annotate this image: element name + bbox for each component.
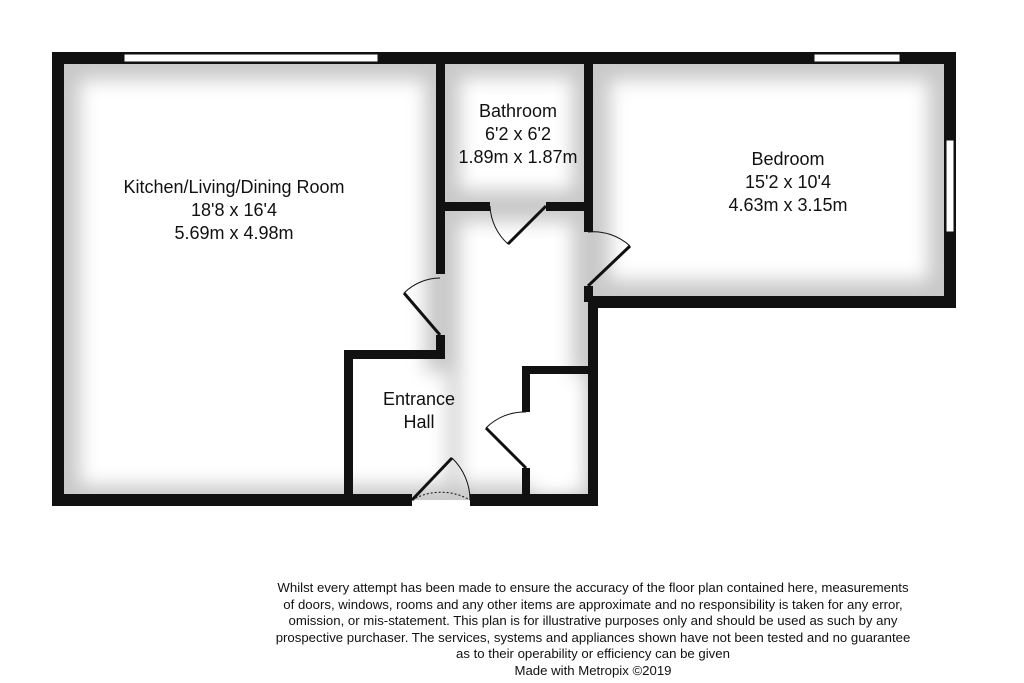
bedroom-window-side (946, 140, 954, 232)
bathroom-imperial: 6'2 x 6'2 (485, 124, 551, 144)
disclaimer-line: as to their operability or efficiency can be given (456, 646, 730, 661)
bedroom-name: Bedroom (751, 149, 825, 169)
disclaimer-line: Whilst every attempt has been made to ensure the accuracy of the floor plan contained here, measurements (277, 580, 909, 595)
disclaimer-line: prospective purchaser. The services, systems and appliances shown have not been tested and no guarantee (275, 629, 911, 645)
hall-label-line1: Entrance (382, 389, 456, 409)
disclaimer-line: of doors, windows, rooms and any other items are approximate and no responsibility is taken for any error, (283, 596, 903, 612)
kitchen-imperial: 18'8 x 16'4 (191, 200, 277, 220)
bedroom-metric: 4.63m x 3.15m (728, 195, 848, 215)
bathroom-name: Bathroom (478, 101, 558, 121)
disclaimer-line: omission, or mis-statement. This plan is for illustrative purposes only and should be used as such by any (288, 613, 898, 628)
bedroom-imperial: 15'2 x 10'4 (745, 172, 831, 192)
kitchen-name: Kitchen/Living/Dining Room (123, 177, 345, 197)
bathroom-metric: 1.89m x 1.87m (458, 147, 578, 167)
disclaimer (238, 580, 948, 679)
hall-label-line2: Hall (403, 412, 435, 432)
bedroom-window-top (814, 54, 900, 62)
credit-line: Made with Metropix ©2019 (514, 662, 672, 678)
kitchen-window (124, 54, 378, 62)
kitchen-metric: 5.69m x 4.98m (174, 223, 294, 243)
